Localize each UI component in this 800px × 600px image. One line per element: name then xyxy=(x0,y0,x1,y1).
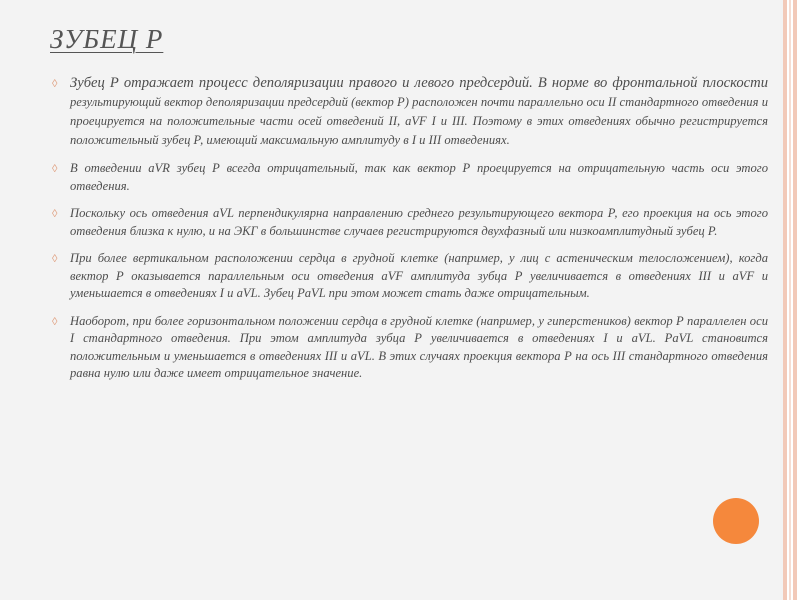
bullet-text: Зубец Р отражает процесс деполяризации правого и левого предсердий. В норме во фронтальной плоскости xyxy=(70,75,768,91)
decorative-stripe xyxy=(789,0,791,600)
bullet-item xyxy=(52,250,768,303)
bullet-text: При более вертикальном расположении сердца в грудной клетке (например, у лиц с астеническим телосложением), когда вектор Р оказывается параллельным оси отведения aVF амплитуда зубца Р увеличивается в отведениях III и aVF и уменьшается в отведениях I и aVL. Зубец РaVL при этом может стать даже отрицательным. xyxy=(70,251,768,300)
decorative-circle xyxy=(713,498,759,544)
bullet-marker-icon: ◊ xyxy=(52,253,58,265)
bullet-text: Поскольку ось отведения aVL перпендикулярна направлению среднего результирующего вектора Р, его проекция на ось этого отведения близка к нулю, и на ЭКГ в большинстве случаев регистрируются двухфазный или низкоамплитудный зубец Р. xyxy=(70,206,768,238)
decorative-stripe xyxy=(783,0,787,600)
bullet-list xyxy=(52,74,768,393)
bullet-item xyxy=(52,160,768,195)
bullet-text: Наоборот, при более горизонтальном положении сердца в грудной клетке (например, у гиперстеников) вектор Р параллелен оси I стандартного отведения. При этом амплитуда зубца Р увеличивается в отведениях I и aVL. РaVL становится положительным и уменьшается в отведениях III и aVL. В этих случаях проекция вектора Р на ось III стандартного отведения равна нулю или даже имеет отрицательное значение. xyxy=(70,313,768,380)
bullet-marker-icon: ◊ xyxy=(52,78,58,90)
bullet-item xyxy=(52,74,768,150)
bullet-marker-icon: ◊ xyxy=(52,163,58,175)
bullet-item xyxy=(52,313,768,383)
bullet-text: В отведении aVR зубец Р всегда отрицательный, так как вектор Р проецируется на отрицательную часть оси этого отведения. xyxy=(70,161,768,193)
decorative-stripe xyxy=(793,0,797,600)
bullet-text-continued: результирующий вектор деполяризации предсердий (вектор Р) расположен почти параллельно оси II стандартного отведения и проецируется на положительные части осей отведений II, aVF I и III. Поэтому в этих отведениях обычно регистрируется положительный зубец Р, имеющий максимальную амплитуду в I и III отведениях. xyxy=(70,95,768,147)
slide-title: ЗУБЕЦ Р xyxy=(50,24,164,54)
bullet-marker-icon: ◊ xyxy=(52,208,58,220)
bullet-item xyxy=(52,205,768,240)
bullet-marker-icon: ◊ xyxy=(52,315,58,328)
